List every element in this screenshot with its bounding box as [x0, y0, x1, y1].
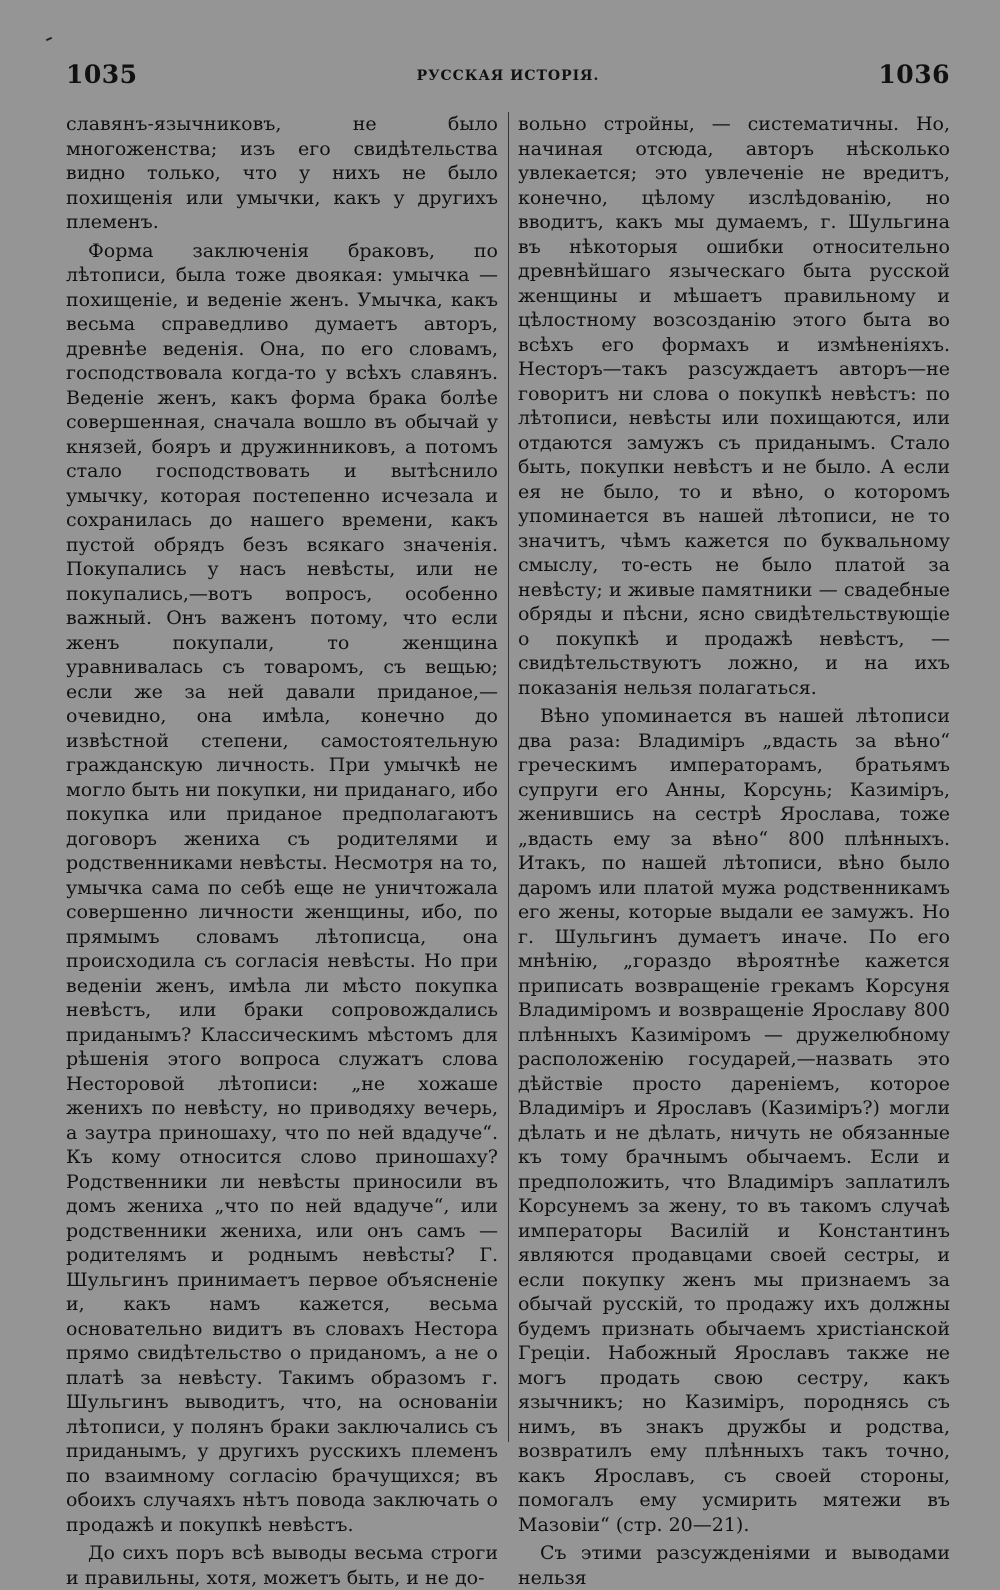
- paragraph: Форма заключенія браковъ, по лѣтописи, была тоже двоякая: умычка — похищеніе, и веденіе женъ. Умычка, какъ весьма справедливо думаетъ авторъ, древнѣе веденія. Она, по его словамъ, господствовала когда-то у всѣхъ славянъ. Веденіе женъ, какъ форма брака болѣе совершенная, сначала вошло въ обычай у князей, бояръ и дружинниковъ, а потомъ стало господствовать и вытѣснило умычку, которая постепенно исчезала и сохранилась до нашего времени, какъ пустой обрядъ безъ всякаго значенія. Покупались у насъ невѣсты, или не покупались,—вотъ вопросъ, особенно важный. Онъ важенъ потому, что если женъ покупали, то женщина уравнивалась съ товаромъ, съ вещью; если же за ней давали приданое,—очевидно, она имѣла, конечно до извѣстной степени, самостоятельную гражданскую личность. При умычкѣ не могло быть ни покупки, ни приданаго, ибо покупка или приданое предполагаютъ договоръ жениха съ родителями и родственниками невѣсты. Несмотря на то, умычка сама по себѣ еще не уничтожала совершенно личности женщины, ибо, по прямымъ словамъ лѣтописца, она происходила съ согласія невѣсты. Но при веденіи женъ, имѣла ли мѣсто покупка невѣстъ, или браки сопровождались приданымъ? Классическимъ мѣстомъ для рѣшенія этого вопроса служатъ слова Несторовой лѣтописи: „не хожаше женихъ по невѣсту, но приводяху вечерь, а заутра приношаху, что по ней вдадуче“. Къ кому относится слово приношаху? Родственники ли невѣсты приносили въ домъ жениха „что по ней вдадуче“, или родственники жениха, или онъ самъ — родителямъ и роднымъ невѣсты? Г. Шульгинъ принимаетъ первое объясненіе и, какъ намъ кажется, весьма основательно видитъ въ словахъ Нестора прямо свидѣтельство о приданомъ, а не о платѣ за невѣсту. Такимъ образомъ г. Шульгинъ выводитъ, что, на основаніи лѣтописи, у полянъ браки заключались съ приданымъ, у другихъ русскихъ племенъ по взаимному согласію брачущихся; въ обоихъ случаяхъ нѣтъ повода заключать о продажѣ и покупкѣ невѣстъ.: [66, 239, 498, 1536]
- left-column: [66, 112, 498, 1589]
- page-number-right: 1036: [878, 60, 950, 89]
- paragraph: вольно стройны, — систематичны. Но, начиная отсюда, авторъ нѣсколько увлекается; это увлеченіе не вредитъ, конечно, цѣлому изслѣдованію, но вводитъ, какъ мы думаемъ, г. Шульгина въ нѣкоторыя ошибки относительно древнѣйшаго языческаго быта русской женщины и мѣшаетъ правильному и цѣлостному возсозданію этого быта во всѣхъ его формахъ и измѣненіяхъ. Несторъ—такъ разсуждаетъ авторъ—не говоритъ ни слова о покупкѣ невѣстъ: по лѣтописи, невѣсты или похищаются, или отдаются замужъ съ приданымъ. Стало быть, покупки невѣстъ и не было. А если ея не было, то и вѣно, о которомъ упоминается въ нашей лѣтописи, не то значитъ, чѣмъ кажется по буквальному смыслу, то-есть не было платой за невѣсту; и живые памятники — свадебные обряды и пѣсни, ясно свидѣтельствующіе о покупкѣ и продажѣ невѣстъ, — свидѣтельствуютъ ложно, и на ихъ показанія нельзя полагаться.: [518, 113, 950, 699]
- page-header: [66, 60, 950, 90]
- scan-mark: [46, 37, 52, 41]
- running-title: РУССКАЯ ИСТОРІЯ.: [416, 68, 600, 84]
- column-divider: [508, 112, 509, 1442]
- paragraph: Съ этими разсужденіями и выводами нельзя: [518, 1542, 950, 1589]
- paragraph: славянъ-язычниковъ, не было многоженства; изъ его свидѣтельства видно только, что у нихъ не было похищенія или умычки, какъ у другихъ племенъ.: [66, 113, 498, 233]
- right-column: [518, 112, 950, 1589]
- paragraph: До сихъ поръ всѣ выводы весьма строги и правильны, хотя, можетъ быть, и не до-: [66, 1542, 498, 1589]
- page-number-left: 1035: [66, 60, 138, 89]
- paragraph: Вѣно упоминается въ нашей лѣтописи два раза: Владиміръ „вдасть за вѣно“ греческимъ императорамъ, братьямъ супруги его Анны, Корсунь; Казиміръ, женившись на сестрѣ Ярослава, тоже „вдасть ему за вѣно“ 800 плѣнныхъ. Итакъ, по нашей лѣтописи, вѣно было даромъ или платой мужа родственникамъ его жены, которые выдали ее замужъ. Но г. Шульгинъ думаетъ иначе. По его мнѣнію, „гораздо вѣроятнѣе кажется приписать возвращеніе грекамъ Корсуня Владиміромъ и возвращеніе Ярославу 800 плѣнныхъ Казиміромъ — дружелюбному расположенію государей,—назвать это дѣйствіе просто дареніемъ, которое Владиміръ и Ярославъ (Казиміръ?) могли дѣлать и не дѣлать, ничуть не обязанные къ тому брачнымъ обычаемъ. Если и предположить, что Владиміръ заплатилъ Корсунемъ за жену, то въ такомъ случаѣ императоры Василій и Константинъ являются продавцами своей сестры, и если покупку женъ мы признаемъ за обычай русскій, то продажу ихъ должны будемъ признать обычаемъ христіанской Греціи. Набожный Ярославъ также не могъ продать свою сестру, какъ язычникъ; но Казиміръ, породнясь съ нимъ, въ знакъ дружбы и родства, возвратилъ ему плѣнныхъ такъ точно, какъ Ярославъ, съ своей стороны, помогалъ ему усмирить мятежи въ Мазовіи“ (стр. 20—21).: [518, 705, 950, 1536]
